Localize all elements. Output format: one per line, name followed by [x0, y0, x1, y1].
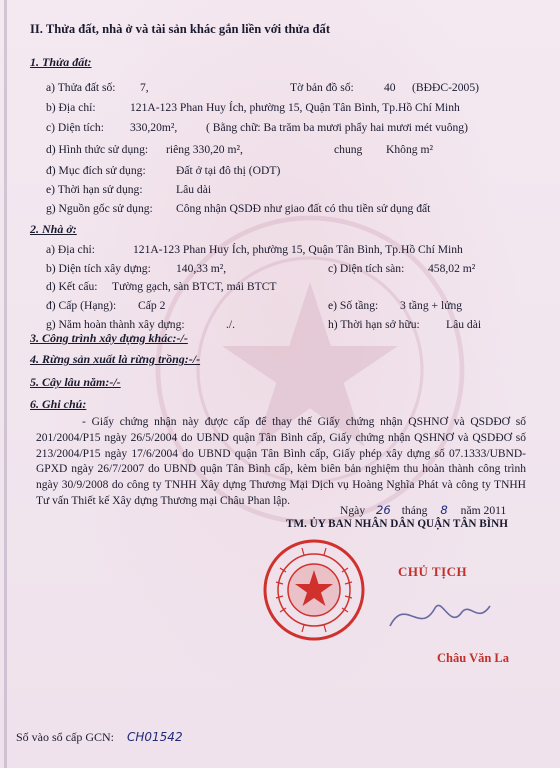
land-area-label: c) Diện tích:: [46, 121, 104, 134]
section-title: II. Thửa đất, nhà ở và tài sản khác gắn liền với thửa đất: [30, 22, 331, 36]
land-term-value: Lâu dài: [176, 183, 212, 196]
house-completion-value: ./.: [226, 318, 236, 331]
land-area-value: 330,20m²,: [130, 121, 178, 134]
land-address-label: b) Địa chỉ:: [46, 101, 96, 114]
house-floors-value: 3 tầng + lửng: [400, 299, 463, 312]
official-seal: [262, 538, 366, 642]
land-purpose-value: Đất ở tại đô thị (ODT): [176, 164, 281, 177]
house-structure-value: Tường gạch, sàn BTCT, mái BTCT: [112, 280, 277, 293]
signer-name: Châu Văn La: [437, 651, 510, 665]
land-purpose-label: đ) Mục đích sử dụng:: [46, 164, 146, 177]
house-address-value: 121A-123 Phan Huy Ích, phường 15, Quận Tân Bình, Tp.Hồ Chí Minh: [133, 243, 463, 256]
page-edge: [4, 0, 7, 768]
other-construction-heading: 3. Công trình xây dựng khác:-/-: [30, 331, 188, 345]
land-heading: 1. Thửa đất:: [30, 55, 92, 69]
date-month-label: tháng: [401, 504, 428, 517]
land-usage-shared-value: Không m²: [386, 143, 433, 156]
land-usage-form-label: d) Hình thức sử dụng:: [46, 143, 149, 156]
house-grade-label: đ) Cấp (Hạng):: [46, 299, 117, 312]
perennial-heading: 5. Cây lâu năm:-/-: [30, 375, 121, 389]
land-parcel-label: a) Thửa đất số:: [46, 81, 116, 94]
land-map-label: Tờ bản đồ số:: [290, 81, 354, 94]
house-floor-area-value: 458,02 m²: [428, 262, 476, 275]
notes-heading: 6. Ghi chú:: [30, 397, 87, 411]
authority-title: TM. ỦY BAN NHÂN DÂN QUẬN TÂN BÌNH: [286, 518, 508, 530]
land-term-label: e) Thời hạn sử dụng:: [46, 183, 143, 196]
date-line: [340, 503, 506, 518]
date-day: 26: [376, 503, 391, 517]
land-map-note: (BĐĐC-2005): [412, 81, 479, 94]
house-grade-value: Cấp 2: [138, 299, 166, 312]
house-ownership-term-value: Lâu dài: [446, 318, 482, 331]
land-usage-shared-label: chung: [334, 143, 363, 156]
date-prefix: Ngày: [340, 504, 366, 517]
handwritten-signature: [380, 586, 500, 646]
house-structure-label: d) Kết cấu:: [46, 280, 98, 293]
house-heading: 2. Nhà ở:: [30, 222, 77, 236]
registry-line: [16, 730, 183, 745]
house-floor-area-label: c) Diện tích sàn:: [328, 262, 405, 275]
notes-text: - Giấy chứng nhận này được cấp để thay thế Giấy chứng nhận QSHNƠ và QSDĐƠ số 201/2004/P15 ngày 26/5/2004 do UBND quận Tân Bình cấp, Giấy chứng nhận QSHNƠ và QSDĐƠ số 213/2004/P15 ngày 17/6/2004 do UBND quận Tân Bình cấp, Giấy phép xây dựng số 07.1333/UBND-GPXD ngày 26/7/2007 do UBND quận Tân Bình cấp, kèm biên bản nghiệm thu hoàn thành công trình ngày 30/9/2008 do công ty TNHH Xây dựng Thương Mại Dịch vụ Hoàng Nghĩa Phát và công ty TNHH Tư vấn Thiết kế Xây dựng Thương mại Châu Phan lập.: [36, 416, 526, 507]
registry-label: Số vào sổ cấp GCN:: [16, 730, 114, 744]
registry-number: CH01542: [127, 730, 183, 744]
house-built-area-value: 140,33 m²,: [176, 262, 227, 275]
house-ownership-term-label: h) Thời hạn sở hữu:: [328, 318, 420, 331]
land-usage-private: riêng 330,20 m²,: [166, 143, 243, 156]
house-address-label: a) Địa chỉ:: [46, 243, 95, 256]
date-month: 8: [440, 503, 448, 517]
house-completion-label: g) Năm hoàn thành xây dựng:: [46, 318, 185, 331]
house-built-area-label: b) Diện tích xây dựng:: [46, 262, 151, 275]
land-area-words: ( Bằng chữ: Ba trăm ba mươi phẩy hai mươi mét vuông): [206, 121, 468, 134]
land-origin-value: Công nhận QSDĐ như giao đất có thu tiền sử dụng đất: [176, 202, 431, 215]
forest-heading: 4. Rừng sản xuất là rừng trồng:-/-: [30, 352, 201, 366]
land-origin-label: g) Nguồn gốc sử dụng:: [46, 202, 153, 215]
position-title: CHỦ TỊCH: [398, 564, 468, 579]
land-parcel-value: 7,: [140, 81, 149, 94]
house-floors-label: e) Số tầng:: [328, 299, 379, 312]
land-map-value: 40: [384, 81, 396, 94]
land-address-value: 121A-123 Phan Huy Ích, phường 15, Quận Tân Bình, Tp.Hồ Chí Minh: [130, 101, 460, 114]
date-year: năm 2011: [460, 504, 507, 517]
